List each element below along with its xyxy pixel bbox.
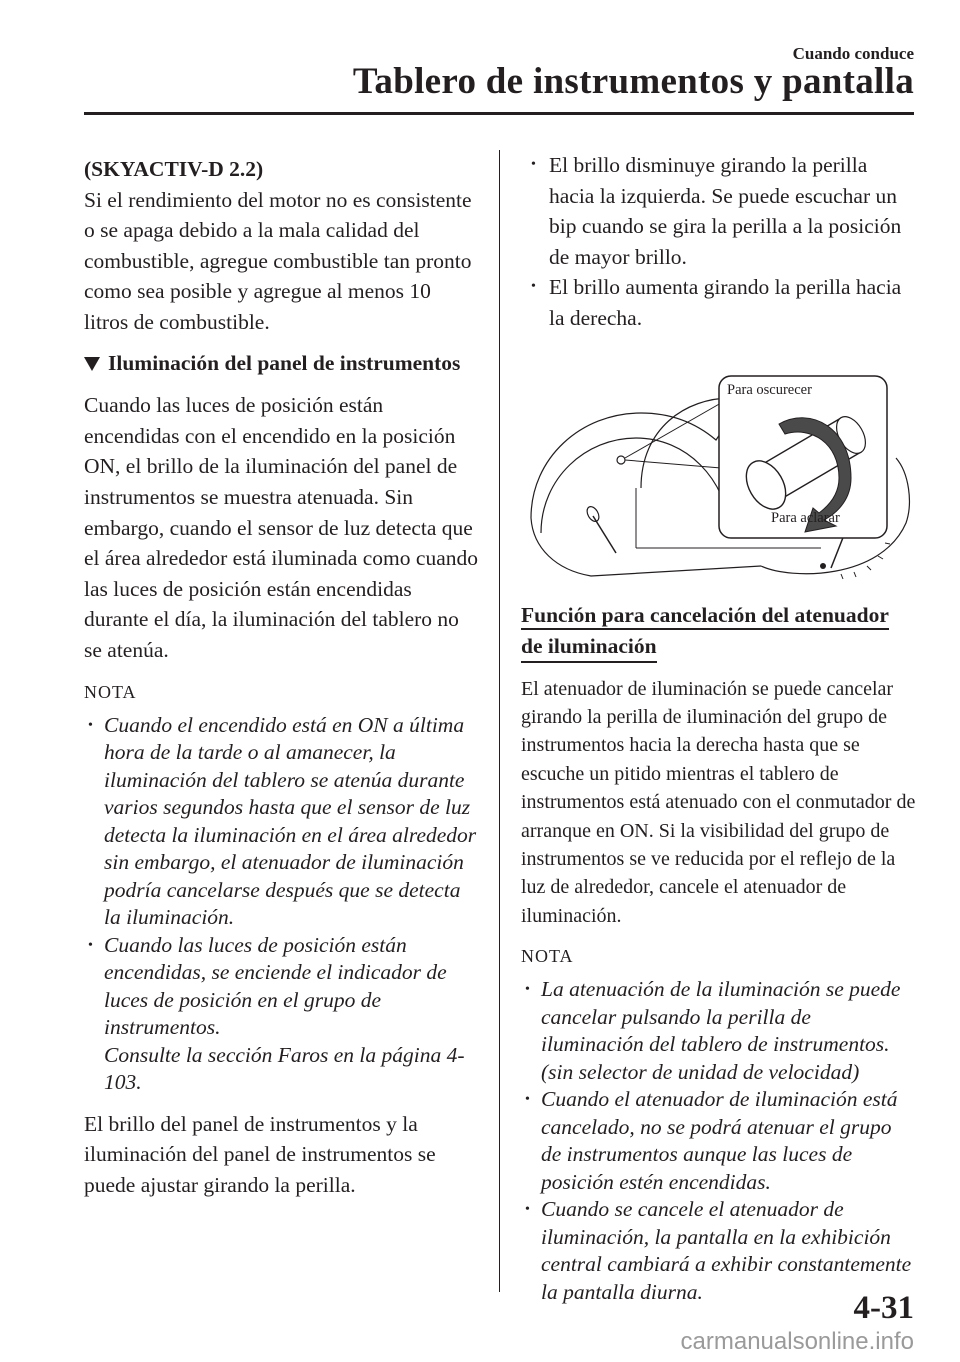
bullet-list [521, 150, 916, 334]
note-text: Cuando las luces de posición están encendidas, se enciende el indicador de luces de posición en el grupo de instrumentos. [104, 932, 447, 1039]
dimmer-knob-figure [521, 348, 916, 588]
model-heading: (SKYACTIV-D 2.2) [84, 157, 264, 181]
header-section-label: Cuando conduce [792, 44, 914, 63]
left-column [84, 154, 479, 1200]
label-darken: Para oscurecer [727, 381, 812, 398]
note-item: • Cuando se cancele el atenuador de iluminación, la pantalla en la exhibición central cambiará a exhibir constantemente la pantalla diurna. [521, 1196, 916, 1306]
note-item: • Cuando el atenuador de iluminación está cancelado, no se podrá atenuar el grupo de instrumentos aunque las luces de posición estén encendidas. [521, 1086, 916, 1196]
note-list [521, 976, 916, 1306]
bullet-item: • El brillo disminuye girando la perilla hacia la izquierda. Se puede escuchar un bip cuando se gira la perilla a la posición de mayor brillo. [521, 150, 916, 272]
cancel-paragraph: El atenuador de iluminación se puede cancelar girando la perilla de iluminación del grupo de instrumentos hacia la derecha hasta que se escuche un pitido mientras el tablero de instrumentos está atenuado con el conmutador de arranque en ON. Si la visibilidad del grupo de instrumentos se ve reducida por el reflejo de la luz de alrededor, cancele el atenuador de iluminación. [521, 677, 916, 927]
page-title: Tablero de instrumentos y pantalla [352, 61, 914, 102]
nota-label: NOTA [521, 946, 574, 967]
watermark: carmanualsonline.info [680, 1328, 914, 1355]
header-rule [84, 112, 914, 115]
triangle-marker-icon [84, 357, 100, 371]
note-reference: Consulte la sección Faros en la página 4-103. [104, 1042, 465, 1094]
illumination-paragraph: Cuando las luces de posición están encendidas con el encendido en la posición ON, el brillo de la iluminación del panel de instrumentos se muestra atenuada. Sin embargo, cuando el sensor de luz detecta que el área alrededor está iluminada como cuando las luces de posición están encendidas durante el día, la iluminación del tablero no se atenúa. [84, 393, 478, 662]
bullet-item: • El brillo aumenta girando la perilla hacia la derecha. [521, 272, 916, 333]
cancel-heading-line1: Función para cancelación del atenuador [521, 603, 889, 630]
nota-label: NOTA [84, 681, 137, 702]
note-list [84, 712, 479, 1097]
note-item: • La atenuación de la iluminación se puede cancelar pulsando la perilla de iluminación del tablero de instrumentos. (sin selector de unidad de velocidad) [521, 976, 916, 1086]
note-item: • Cuando el encendido está en ON a última hora de la tarde o al amanecer, la iluminación del tablero se atenúa durante varios segundos hasta que el sensor de luz detecta la iluminación en el área alrededor sin embargo, el atenuador de iluminación podría cancelarse después que se detecta la iluminación. [84, 712, 479, 932]
fuel-paragraph: Si el rendimiento del motor no es consistente o se apaga debido a la mala calidad del combustible, agregue combustible tan pronto como sea posible y agregue al menos 10 litros de combustible. [84, 187, 472, 334]
cancel-heading-line2: de iluminación [521, 633, 657, 663]
label-brighten: Para aclarar [771, 509, 840, 526]
note-item [84, 932, 479, 1097]
column-divider [499, 150, 500, 1292]
page-number: 4-31 [853, 1290, 914, 1326]
instrument-cluster-illustration [521, 348, 916, 588]
section-heading [84, 348, 479, 379]
cancel-heading [521, 602, 916, 663]
section-heading-text: Iluminación del panel de instrumentos [108, 350, 461, 375]
right-column [521, 154, 916, 1306]
adjust-paragraph: El brillo del panel de instrumentos y la iluminación del panel de instrumentos se puede ajustar girando la perilla. [84, 1111, 436, 1197]
